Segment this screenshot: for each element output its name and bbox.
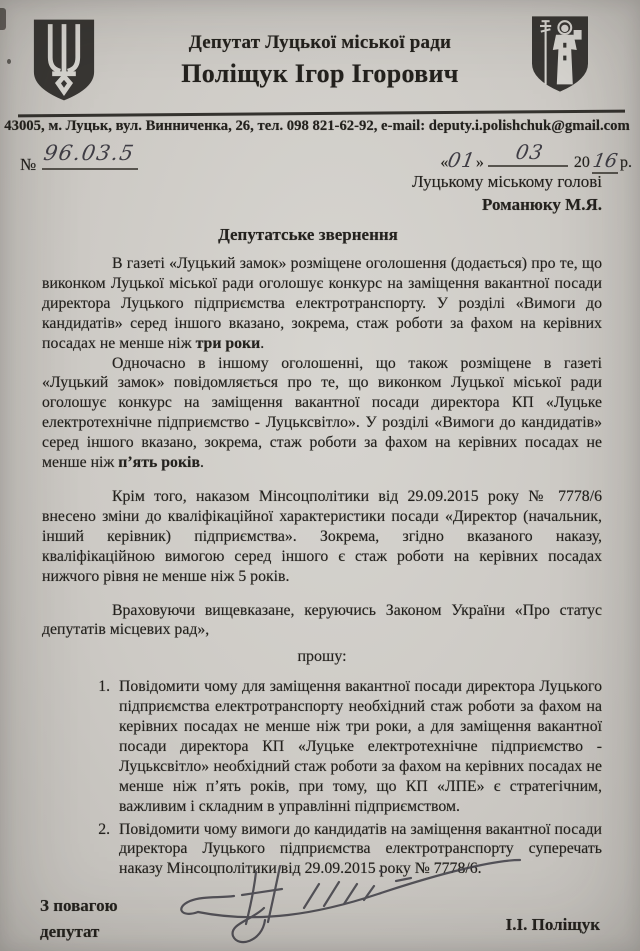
number-label: № [20,155,37,174]
handwritten-year: 16 [590,150,619,172]
month-underline [488,140,568,167]
letterhead-role: Депутат Луцької міської ради [188,32,452,53]
paragraph-3: Крім того, наказом Мінсоцполітики від 29.09.2015 року № 7778/6 внесено зміни до кваліфікаційної характеристики посади «Директор (начальник, інший керівник) підприємства». Зокрема, згідно вказаного наказу, кваліфікаційною вимогою серед іншого є стаж роботи на керівних посадах нижчого рівня не менше ніж 5 років. [42,487,602,585]
signer-role: депутат [40,922,100,941]
document-title: Депутатське звернення [218,225,398,244]
handwritten-signature-icon [168,850,548,951]
paragraph-2-bold: п’ять років [118,454,200,472]
handwritten-number: 96.03.5 [42,141,138,165]
paragraph-1 [42,254,602,354]
handwritten-month: 03 [513,140,546,164]
number-underline [42,141,138,170]
handwritten-day: 01 [446,148,478,172]
date-century: 20 [573,154,590,171]
date-open-quote: « [440,154,449,171]
closing-block [40,893,118,945]
letterhead-name: Поліщук Ігор Ігорович [181,59,459,88]
ukraine-trident-emblem-icon [28,17,100,103]
lutsk-city-emblem-icon [526,14,594,94]
request-word: прошу: [297,648,347,666]
document-body [42,254,602,882]
addressee-block [412,170,602,216]
contact-address: 43005, м. Луцьк, вул. Винниченка, 26, тел. 098 821-62-92, e-mail: deputy.i.polishchuk@gmail.com [4,118,630,134]
addressee-name: Романюку М.Я. [481,195,602,214]
addressee-title: Луцькому міському голові [412,172,602,191]
request-item-1: 1. Повідомити чому для заміщення вакантної посади директора Луцького підприємства електротранспорту необхідний стаж роботи за фахом на керівних посадах не менше ніж три роки, а для заміщення вакантної посади директора КП «Луцьке електротехнічне підприємство - Луцьксвітло» необхідний стаж роботи за фахом на керівних посадах не менше ніж п’ять років, при тому, що КП «ЛПЕ» є стратегічним, важливим і складним в управлінні підприємством. [114,677,602,816]
paragraph-2-text: Одночасно в іншому оголошенні, що також розміщене в газеті «Луцький замок» повідомляється про те, що виконком Луцької міської ради оголошує конкурс на заміщення вакантної посади директора КП «Луцьке електротехнічне підприємство - Луцьксвітло». У розділі «Вимоги до кандидатів» серед іншого вказано, зокрема, стаж роботи за фахом на керівних посадах не менше ніж [42,354,602,472]
signer-name: І.І. Поліщук [505,915,600,934]
paragraph-2 [42,354,602,473]
request-item-2: 2. Повідомити чому вимоги до кандидатів на заміщення вакантної посади директора Луцького підприємства електротранспорту суперечать наказу Мінсоцполітики від 29.09.2015 року № 7778/6. [114,820,602,880]
paragraph-1-bold: три роки [195,334,261,352]
document-number [20,141,138,175]
date-suffix: р. [620,154,632,171]
paragraph-1-end: . [260,334,265,352]
paragraph-2-end: . [199,454,204,472]
closing-phrase: З повагою [40,896,118,915]
request-list [42,677,602,879]
paragraph-4: Враховуючи вищевказане, керуючись Законом України «Про статус депутатів місцевих рад», [42,601,602,639]
date-close-quote: » [475,154,484,171]
scan-artifact [0,8,6,30]
letterhead [105,32,535,89]
header-divider [18,110,625,117]
paragraph-1-text: В газеті «Луцький замок» розміщене оголошення (додається) про те, що виконком Луцької міської ради оголошує конкурс на заміщення вакантної посади директора Луцького підприємства електротранспорту. У розділі «Вимоги до кандидатів» серед іншого вказано, зокрема, стаж роботи за фахом на керівних посадах не менше ніж [42,255,602,352]
scan-artifact [7,59,11,64]
